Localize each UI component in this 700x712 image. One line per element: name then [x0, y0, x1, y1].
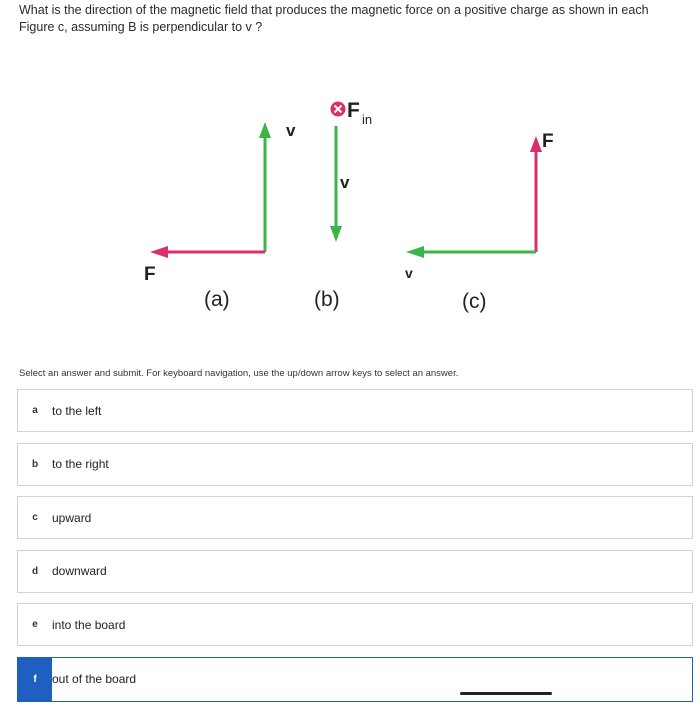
- option-letter: f: [18, 658, 52, 701]
- option-text: to the right: [52, 457, 109, 471]
- option-letter: a: [32, 405, 38, 416]
- panel-b-caption: (b): [314, 288, 340, 311]
- option-e[interactable]: [17, 603, 693, 646]
- panel-c-velocity-label: v: [405, 265, 413, 281]
- option-letter: b: [31, 458, 39, 470]
- answer-options: [17, 389, 693, 712]
- panel-b: [314, 99, 372, 311]
- option-text: upward: [52, 510, 92, 525]
- option-letter: c: [32, 512, 38, 523]
- panel-a-force-arrowhead: [150, 246, 168, 258]
- panel-b-velocity-arrowhead: [330, 226, 342, 242]
- question-text: What is the direction of the magnetic field that produces the magnetic force on a positive charge as shown in each Figure c, assuming B is perpendicular to v ?: [19, 3, 649, 34]
- panel-b-force-label: F: [347, 99, 360, 122]
- panel-a-velocity-arrowhead: [259, 122, 271, 138]
- panel-a-caption: (a): [204, 288, 230, 311]
- panel-a-force-label: F: [144, 264, 156, 285]
- option-text: into the board: [52, 617, 126, 632]
- panel-c: [405, 131, 554, 313]
- option-b[interactable]: [17, 443, 693, 486]
- option-letter: d: [31, 565, 39, 577]
- option-d[interactable]: [17, 550, 693, 593]
- physics-figure: [0, 80, 700, 320]
- option-a[interactable]: [17, 389, 693, 432]
- instructions-text: Select an answer and submit. For keyboard navigation, use the up/down arrow keys to select an answer.: [19, 368, 459, 379]
- panel-c-caption: (c): [462, 290, 487, 313]
- option-text: out of the board: [52, 672, 137, 686]
- panel-b-force-subscript: in: [362, 112, 373, 127]
- panel-b-velocity-label: v: [340, 173, 350, 192]
- option-letter: e: [32, 619, 38, 630]
- option-c[interactable]: [17, 496, 693, 539]
- panel-a: [144, 121, 296, 311]
- option-text: to the left: [52, 403, 102, 418]
- option-text: downward: [52, 564, 107, 578]
- panel-c-force-label: F: [542, 131, 554, 152]
- panel-c-force-arrowhead: [530, 136, 542, 152]
- panel-a-velocity-label: v: [286, 121, 296, 140]
- panel-c-velocity-arrowhead: [406, 246, 424, 258]
